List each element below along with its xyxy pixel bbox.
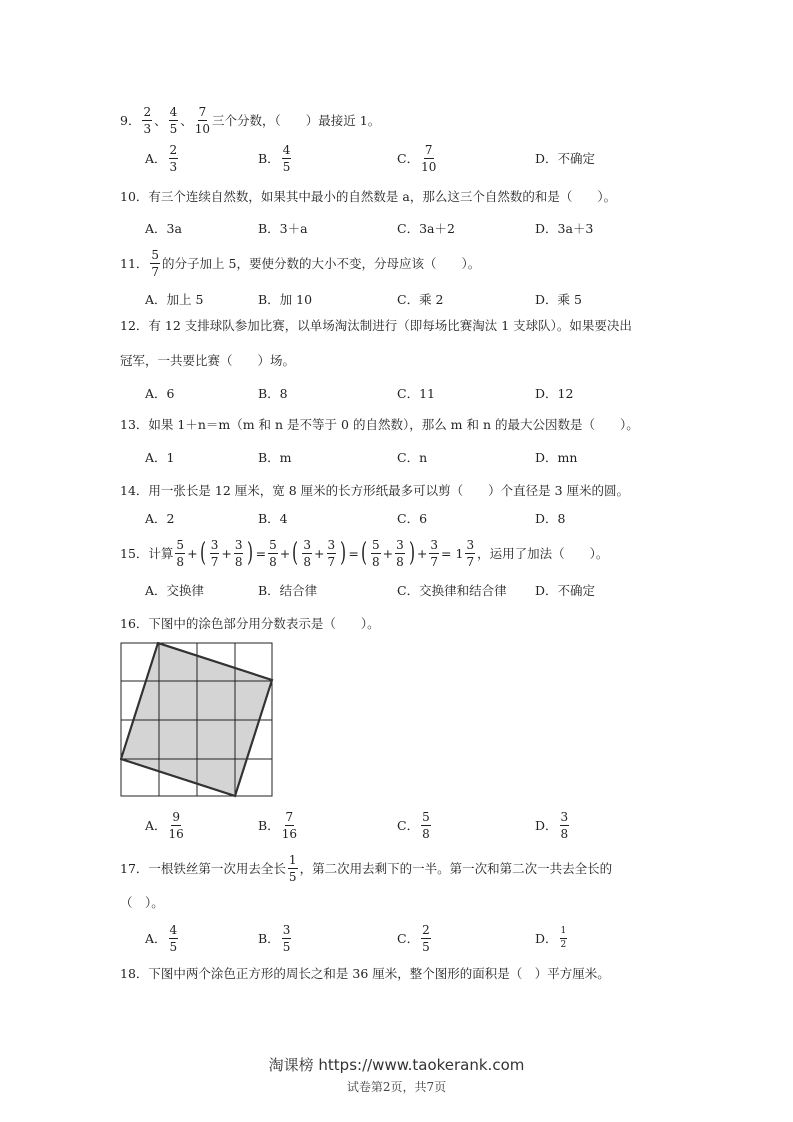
numerator: 5 <box>176 537 185 552</box>
equals-sign: = <box>255 545 267 561</box>
numerator: 3 <box>430 537 438 552</box>
fraction <box>560 811 570 840</box>
option-a[interactable]: A．交换律 <box>145 583 205 598</box>
numerator: 7 <box>424 142 433 157</box>
denominator: 3 <box>143 121 152 136</box>
option-c[interactable] <box>397 921 433 955</box>
numerator: 2 <box>143 104 152 119</box>
option-d[interactable]: D．mn <box>535 450 578 465</box>
question-17-line-2: （ ）。 <box>120 895 164 910</box>
denominator: 7 <box>327 554 336 569</box>
separator: 、 <box>180 113 193 128</box>
numerator: 3 <box>303 537 312 552</box>
option-a[interactable]: A．3a <box>145 221 182 236</box>
option-c[interactable]: C．6 <box>397 511 428 526</box>
numerator: 3 <box>560 809 569 824</box>
question-12-line-2: 冠军，一共要比赛（ ）场。 <box>120 353 296 368</box>
denominator: 5 <box>282 159 291 174</box>
option-c[interactable] <box>397 141 438 175</box>
question-text: 的分子加上 5，要使分数的大小不变，分母应该（ ）。 <box>162 256 481 271</box>
denominator: 16 <box>168 826 184 841</box>
question-14: 14．用一张长是 12 厘米，宽 8 厘米的长方形纸最多可以剪（ ）个直径是 3 厘米的圆。 <box>120 483 630 498</box>
fraction <box>395 539 405 568</box>
denominator: 7 <box>210 554 219 569</box>
numerator: 1 <box>288 852 297 867</box>
question-number: 17． <box>120 861 149 876</box>
option-b[interactable] <box>258 921 293 955</box>
plus-sign: + <box>221 545 232 561</box>
fraction <box>421 811 431 840</box>
option-d[interactable] <box>535 808 571 842</box>
option-label: C． <box>397 931 420 946</box>
question-17 <box>120 851 612 885</box>
denominator: 10 <box>194 121 211 136</box>
numerator: 3 <box>396 537 404 552</box>
option-a[interactable] <box>145 921 180 955</box>
numerator: 3 <box>282 922 291 937</box>
numerator: 3 <box>234 537 243 552</box>
denominator: 7 <box>151 264 160 279</box>
whole-number: 1 <box>455 545 464 561</box>
watermark: 淘课榜 https://www.taokerank.com <box>268 1056 525 1074</box>
option-label: D． <box>535 818 558 833</box>
option-c[interactable] <box>397 808 433 842</box>
numerator: 2 <box>169 142 178 157</box>
denominator: 5 <box>288 869 297 884</box>
fraction <box>282 144 292 173</box>
denominator: 8 <box>303 554 312 569</box>
fraction <box>282 811 297 840</box>
option-c[interactable]: C．乘 2 <box>397 292 444 307</box>
option-d[interactable]: D．12 <box>535 386 574 401</box>
fraction <box>288 854 298 883</box>
option-b[interactable]: B．4 <box>258 511 288 526</box>
paren: ( <box>360 538 367 568</box>
fraction <box>429 539 439 568</box>
page-number: 试卷第2页，共7页 <box>346 1080 447 1094</box>
numerator: 9 <box>172 809 180 824</box>
question-15 <box>120 536 608 570</box>
option-c[interactable]: C．交换律和结合律 <box>397 583 507 598</box>
question-11 <box>120 246 480 280</box>
option-c[interactable]: C．3a＋2 <box>397 221 455 236</box>
option-label: B． <box>258 151 280 166</box>
footer <box>0 1056 793 1106</box>
paren: ) <box>408 538 415 568</box>
option-a[interactable]: A．加上 5 <box>145 292 204 307</box>
numerator: 5 <box>371 537 380 552</box>
numerator: 3 <box>210 537 219 552</box>
fraction <box>169 106 179 135</box>
denominator: 5 <box>169 121 178 136</box>
numerator: 3 <box>466 537 475 552</box>
option-label: C． <box>397 818 420 833</box>
numerator: 7 <box>198 104 207 119</box>
paren: ( <box>292 538 299 568</box>
option-label: C． <box>397 151 420 166</box>
fraction <box>169 144 179 173</box>
option-a[interactable]: A．6 <box>145 386 175 401</box>
fraction <box>421 924 431 953</box>
denominator: 8 <box>422 826 430 841</box>
question-text: ，第二次用去剩下的一半。第一次和第二次一共去全长的 <box>299 861 613 876</box>
option-label: B． <box>258 818 280 833</box>
fraction <box>210 539 220 568</box>
equals-sign: = <box>441 545 452 561</box>
denominator: 8 <box>269 554 277 569</box>
numerator: 4 <box>169 922 178 937</box>
denominator: 3 <box>169 159 178 174</box>
question-18: 18．下图中两个涂色正方形的周长之和是 36 厘米，整个图形的面积是（ ）平方厘米。 <box>120 966 610 981</box>
paren: ) <box>247 538 254 568</box>
fraction <box>169 924 179 953</box>
numerator: 5 <box>269 537 277 552</box>
question-13: 13．如果 1＋n＝m（m 和 n 是不等于 0 的自然数），那么 m 和 n 的最大公因数是（ ）。 <box>120 417 639 432</box>
denominator: 8 <box>396 554 404 569</box>
option-d[interactable] <box>535 141 595 175</box>
fraction <box>142 106 152 135</box>
denominator: 8 <box>176 554 185 569</box>
question-text: ，运用了加法（ ）。 <box>477 546 609 561</box>
plus-sign: + <box>382 545 394 561</box>
denominator: 10 <box>421 159 437 174</box>
numerator: 4 <box>169 104 178 119</box>
denominator: 7 <box>466 554 475 569</box>
fraction <box>150 249 160 278</box>
fraction <box>282 924 292 953</box>
option-b[interactable]: B．加 10 <box>258 292 313 307</box>
numerator: 5 <box>422 809 430 824</box>
option-label: A． <box>145 931 167 946</box>
paren: ) <box>340 538 347 568</box>
numerator: 4 <box>282 142 291 157</box>
fraction <box>195 106 210 135</box>
denominator: 8 <box>234 554 243 569</box>
option-a[interactable]: A．2 <box>145 511 175 526</box>
numerator: 5 <box>151 247 160 262</box>
option-c[interactable]: C．11 <box>397 386 435 401</box>
option-b[interactable] <box>258 808 299 842</box>
question-text: 一根铁丝第一次用去全长 <box>148 861 286 876</box>
numerator: 7 <box>285 809 294 824</box>
grid-figure <box>120 642 274 798</box>
option-b[interactable]: B．结合律 <box>258 583 318 598</box>
question-16: 16．下图中的涂色部分用分数表示是（ ）。 <box>120 616 380 631</box>
plus-sign: + <box>187 545 198 561</box>
option-label: D． <box>535 151 558 166</box>
option-c[interactable]: C．n <box>397 450 428 465</box>
fraction <box>302 539 312 568</box>
denominator: 5 <box>282 939 291 954</box>
question-number: 15． <box>120 546 149 561</box>
option-label: B． <box>258 931 280 946</box>
fraction <box>465 539 475 568</box>
fraction <box>268 539 278 568</box>
fraction <box>169 811 184 840</box>
option-b[interactable]: B．m <box>258 450 292 465</box>
plus-sign: + <box>279 545 291 561</box>
option-d[interactable]: D．8 <box>535 511 566 526</box>
denominator: 16 <box>281 826 297 841</box>
fraction <box>175 539 185 568</box>
denominator: 2 <box>560 939 567 950</box>
option-b[interactable]: B．8 <box>258 386 288 401</box>
paren: ( <box>199 538 206 568</box>
question-10: 10．有三个连续自然数，如果其中最小的自然数是 a，那么这三个自然数的和是（ ）。 <box>120 189 617 204</box>
option-d[interactable] <box>535 921 569 955</box>
question-text: 三个分数，（ ）最接近 1。 <box>212 113 381 128</box>
question-number: 11． <box>120 256 149 271</box>
option-label: D． <box>535 931 558 946</box>
question-12-line-1: 12．有 12 支排球队参加比赛，以单场淘汰制进行（即每场比赛淘汰 1 支球队）。如果要决出 <box>120 318 632 333</box>
numerator: 3 <box>327 537 336 552</box>
option-a[interactable] <box>145 808 186 842</box>
fraction <box>234 539 244 568</box>
option-b[interactable]: B．3＋a <box>258 221 308 236</box>
option-d[interactable]: D．3a＋3 <box>535 221 594 236</box>
option-label: A． <box>145 151 167 166</box>
denominator: 8 <box>371 554 380 569</box>
grid-lines <box>121 643 272 796</box>
fraction <box>327 539 337 568</box>
question-9 <box>120 103 380 137</box>
separator: 、 <box>154 113 167 128</box>
denominator: 8 <box>560 826 569 841</box>
question-text: 计算 <box>148 546 174 561</box>
question-number: 9． <box>120 113 141 128</box>
denominator: 7 <box>430 554 438 569</box>
fraction <box>371 539 381 568</box>
option-text: 不确定 <box>557 151 596 166</box>
numerator: 1 <box>560 927 568 939</box>
denominator: 5 <box>422 939 430 954</box>
fraction <box>560 927 568 950</box>
option-label: A． <box>145 818 167 833</box>
plus-sign: + <box>416 545 428 561</box>
option-d[interactable]: D．不确定 <box>535 583 596 598</box>
plus-sign: + <box>314 545 325 561</box>
fraction <box>421 144 436 173</box>
option-d[interactable]: D．乘 5 <box>535 292 582 307</box>
numerator: 2 <box>422 922 430 937</box>
denominator: 5 <box>169 939 178 954</box>
option-a[interactable]: A．1 <box>145 450 175 465</box>
option-b[interactable] <box>258 141 293 175</box>
equals-sign: = <box>348 545 359 561</box>
option-a[interactable] <box>145 141 180 175</box>
